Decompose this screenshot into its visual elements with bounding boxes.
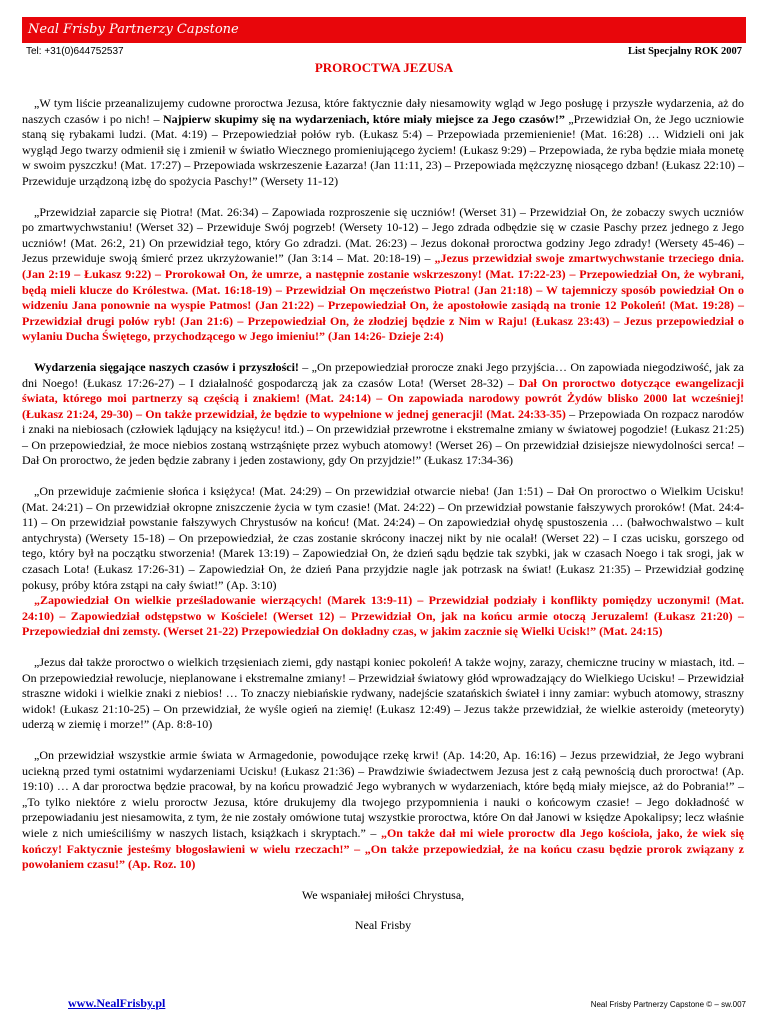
paragraph-1 [22,96,744,190]
p3-text-b: – Przepowiada On rozpacz narodów i znaki na niebiosach (człowiek lądujący na księżycu! itd.) – On przewidział przewrotne i ekstremalne zmiany w światowej pogodzie! (Łukasz 21:25) – On przepowiedział, że moce niebios zostaną wstrząśnięte przez wybuch atomowy! (Werset 26) – On przewidział dzisiejsze niewydolności serca! – Dał On proroctwo, że jeden będzie zabrany i jeden zostawiony, gdy On przyjdzie!” (Łukasz 17:34-36) [22,406,744,468]
p1-text-b: „Przewidział On, że Jego uczniowie staną się rybakami ludzi. (Mat. 4:19) – Przepowiedział połów ryb. (Łukasz 5:4) – Przepowiada przemienienie! (Mat. 16:28) … Widzieli oni jak wygląd Jego twarzy odmienił się i zmienił w światło Wiecznego promieniującego życiem! (Łukasz 9:29) – Przepowiada, że ryba będzie miała monetę w swoim pyszczku! (Mat. 17:27) – Przepowiada wskrzeszenie Łazarza! (Jan 11:11, 23) – Przepowiada mężczyznę niosącego dzban! (Łukasz 22:10) – Przewiduje urządzoną izbę do spożycia Paschy!” (Wersety 11-12) [22,111,744,188]
paragraph-6 [22,748,744,873]
p2-text: „Przewidział zaparcie się Piotra! (Mat. 26:34) – Zapowiada rozproszenie się uczniów! (Werset 31) – Przewidział On, że zobaczy swych uczniów po zmartwychwstaniu! (Werset 32) – Przewiduje Swój pogrzeb! (Wersety 10-12) – Jego zdrada odbędzie się w czasie Paschy przez jednego z Jego uczniów! (Mat. 26:2, 21) On przewidział tego, który Go zdradzi. (Mat. 26:23) – Jezus dokonał proroctwa godziny Jego zdrady! (Wersety 45-46) – Jezus przewiduje swoją śmierć przez ukrzyżowanie!” (Jan 3:14 – Mat. 20:18-19) – [22,204,744,266]
p2-red-text: „Jezus przewidział swoje zmartwychwstanie trzeciego dnia. (Jan 2:19 – Łukasz 9:22) – Prorokował On, że umrze, a następnie zostanie wskrzeszony! (Mat. 17:22-23) – Przepowiedział On, że wybrani, będą mieli klucze do Królestwa. (Mat. 16:18-19) – Przewidział On męczeństwo Piotra! (Jan 21:18) – W tajemniczy sposób powiedział On o widzeniu Jana ponownie na wyspie Patmos! (Jan 21:22) – Przepowiedział On, że apostołowie zasiądą na tronie 12 Pokoleń! (Mat. 19:28) – Przewidział drugi połów ryb! (Jan 21:6) – Przepowiedział On, że złodziej będzie z Nim w Raju! (Łukasz 23:43) – Jezus przepowiedział o wylaniu Ducha Świętego, przychodzącego w Jego imieniu!” (Jan 14:26- Dzieje 2:4) [22,251,745,344]
p6-text: „On przewidział wszystkie armie świata w Armagedonie, powodujące rzekę krwi! (Ap. 14:20, Ap. 16:16) – Jezus przewidział, że Jego wybrani uciekną przed tymi ostatnimi wydarzeniami Ucisku! (Łukasz 21:36) – Prawdziwie świadectwem Jezusa jest z całą pewnością duch proroctwa! (Ap. 19:10) … A dar proroctwa będzie pracował, by na końcu prowadzić Jego wybranych w wydarzeniach, które będą miały miejsce, aż do Pobrania!” – „To tylko niektóre z wielu proroctw Jezusa, które drukujemy dla twojego przypomnienia i nauki o końcowym czasie! – Jego dokładność w przepowiadaniu jest niesamowita, z tym, że nie zostały omówione tutaj wszystkie proroctwa, które On dał Janowi w księdze Apokalipsy; lecz właśnie wiele z nich umieściliśmy w naszych listach, książkach i skryptach.” – [22,747,744,840]
p3-text-a: – „On przepowiedział prorocze znaki Jego przyjścia… On zapowiada niegodziwość, jak za dni Noego! (Łukasz 17:26-27) – I działalność gospodarczą jak za czasów Lota! (Werset 28-32) – [22,359,744,390]
p5-text: „Jezus dał także proroctwo o wielkich trzęsieniach ziemi, gdy nastąpi koniec pokoleń! A także wojny, zarazy, chemiczne truciny w miastach, itd. – On przepowiedział rewolucje, nieplanowane i ekstremalne zmiany! – Przewidział światowy głód wprowadzający do Wielkiego Ucisku! – Przewidział straszne widoki i wielkie znaki z niebios! … To znaczy niebiańskie rydwany, nadejście szatańskich świateł i inny zamiar: wybuch atomowy, straszny widok! (Łukasz 21:10-25) – On przewidział, że wyśle ogień na ziemię! (Łukasz 12:49) – Jezus także przewidział, że wielkie asteroidy (meteoryty) uderzą w ziemię i morze!” (Ap. 8:8-10) [22,655,744,732]
signature-name: Neal Frisby [354,918,412,933]
p3-red-text: Dał On proroctwo dotyczące ewangelizacji świata, którego moi partnerzy są częścią i znakiem! (Mat. 24:14) – On zapowiada narodowy powrót Żydów blisko 2000 lat wcześniej! (Łukasz 21:24, 29-30) – On także przewidział, że będzie to wypełnione w jednej generacji! (Mat. 24:33-35) [22,375,744,421]
paragraph-5 [22,655,744,733]
page-title: PROROCTWA JEZUSA [314,60,454,75]
website-link[interactable]: www.NealFrisby.pl [68,996,166,1010]
paragraph-4-red [22,593,744,640]
p4-red-text: „Zapowiedział On wielkie prześladowanie wierzących! (Marek 13:9-11) – Przewidział podziały i konflikty pomiędzy uczonymi! (Mat. 24:10) – Zapowiedział odstępstwo w Kościele! (Werset 12) – Przewidział On, jak na końcu armie otoczą Jeruzalem! (Łukasz 21:20) – Przepowiedział dni zemsty. (Werset 21-22) Przepowiedział On dokładny czas, w jakim zacznie się Wielki Ucisk!” (Mat. 24:15) [22,593,744,639]
phone-number: Tel: +31(0)644752537 [26,46,124,57]
paragraph-3 [22,360,744,469]
letter-body [22,96,744,934]
footer-credit: Neal Frisby Partnerzy Capstone © – sw.007 [590,1000,746,1009]
paragraph-2 [22,205,744,345]
letter-label: List Specjalny ROK 2007 [627,46,742,57]
p4-text: „On przewiduje zaćmienie słońca i księżyca! (Mat. 24:29) – On przewidział otwarcie nieba! (Jan 1:51) – Dał On proroctwo o Wielkim Ucisku! (Mat. 24:21) – On przewidział okropne zniszczenie życia w tym czasie! (Mat. 24:22) – On przewidział powstanie fałszywych proroków! (Mat. 24:4-11) – On przewidział powstanie fałszywych Chrystusów na końcu! (Mat. 24:24) – On zapowiedział ohydę spustoszenia … (bałwochwalstwo – kult antychrysta) (Wersety 15-18) – On przepowiedział, że czas zostanie skrócony inaczej nikt by nie ocalał! (Werset 22) – I czas ucisku, gorszego od tego, który był na początku stworzenia! (Marek 13:19) – Zapowiedział On, że dzień sądu będzie tak szybki, jak w czasach Noego i tak srogi, jak w czasach Lota! (Łukasz 17:26-31) – Zapowiedział On, że dzień Pana przyjdzie nagle jak potrzask na świat! (Łukasz 21:35) – Przewidział godzinę pokusy, próby która zstąpi na cały świat!” (Ap. 3:10) [22,484,744,592]
p6-red-text: „On także dał mi wiele proroctw dla Jego kościoła, jako, że wiek się kończy! Faktycznie jesteśmy błogosławieni w wielu rzeczach!” – „On także przepowiedział, że na końcu czasu będzie prorok związany z powołaniem czasu!” (Ap. Roz. 10) [22,825,745,872]
p1-text-a: „W tym liście przeanalizujemy cudowne proroctwa Jezusa, które faktycznie dały niesamowity wgląd w Jego posługę i przyszłe wydarzenia, aż do naszych czasów i po nich! – [22,96,744,126]
closing-greeting: We wspaniałej miłości Chrystusa, [301,887,465,902]
paragraph-4 [22,484,744,593]
p3-bold-heading: Wydarzenia sięgające naszych czasów i przyszłości! [34,359,299,374]
header-banner [22,17,746,43]
banner-title: Neal Frisby Partnerzy Capstone [28,22,239,37]
header-info-line [22,46,744,58]
p1-bold-text: Najpierw skupimy się na wydarzeniach, które miały miejsce za Jego czasów!” [163,111,565,126]
